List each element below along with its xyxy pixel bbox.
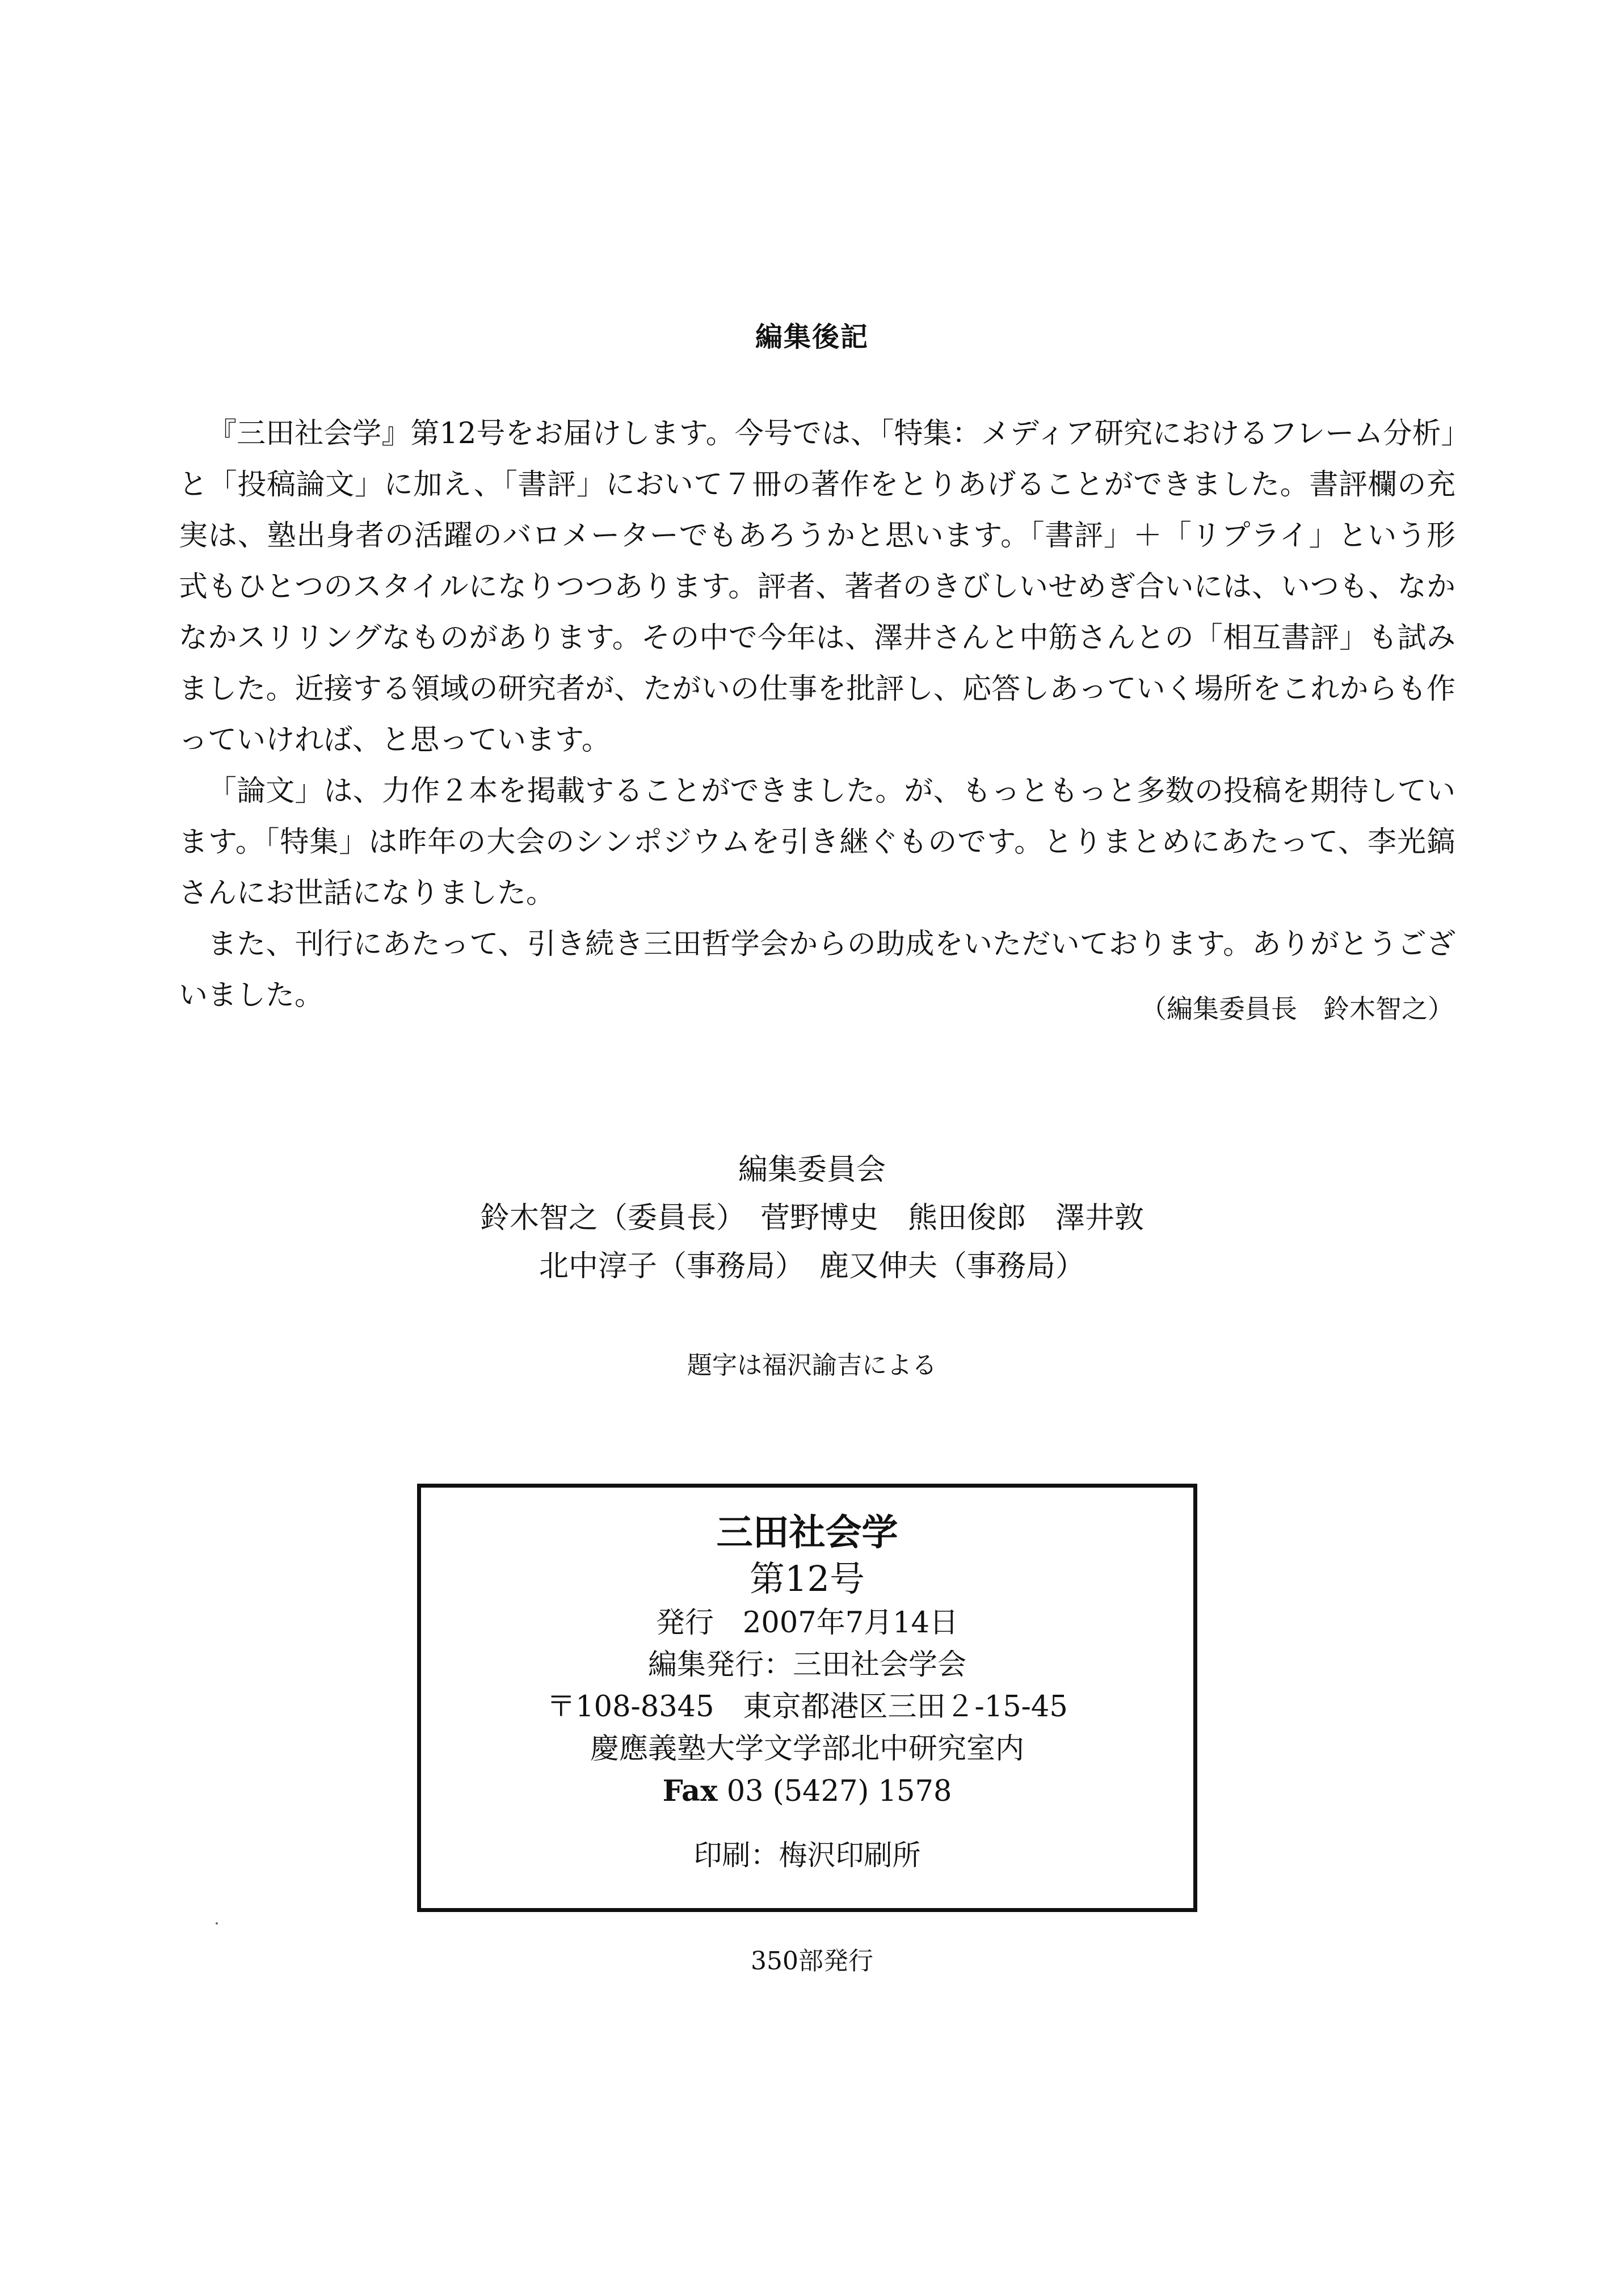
printer: 印刷：梅沢印刷所 [693,1839,921,1872]
office-location: 慶應義塾大学文学部北中研究室内 [590,1732,1024,1766]
issue-number: 第12号 [750,1558,865,1599]
committee-members-line1: 鈴木智之（委員長） 菅野博史 熊田俊郎 澤井敦 [479,1201,1144,1235]
scan-speck [216,1922,218,1925]
afterword-body [179,409,1455,1021]
fax-number: 03 (5427) 1578 [717,1775,952,1808]
committee-members-line2: 北中淳子（事務局） 鹿又伸夫（事務局） [538,1249,1085,1283]
postal-address: 〒108-8345 東京都港区三田２-15-45 [546,1690,1068,1724]
publication-date: 発行 2007年7月14日 [655,1606,959,1640]
committee-title: 編集委員会 [738,1153,886,1187]
paragraph: また、刊行にあたって、引き続き三田哲学会からの助成をいただいております。ありがとうございました。 [179,928,1455,1012]
editor-signature: （編集委員長 鈴木智之） [1141,993,1454,1024]
page-title: 編集後記 [755,321,869,353]
publisher: 編集発行：三田社会学会 [647,1648,966,1682]
paragraph: 『三田社会学』第12号をお届けします。今号では、「特集：メディア研究におけるフレーム分析」と「投稿論文」に加え、「書評」において７冊の著作をとりあげることができました。書評欄の充実は、塾出身者の活躍のバロメーターでもあろうかと思います。「書評」＋「リプライ」という形式もひとつのスタイルになりつつあります。評者、著者のきびしいせめぎ合いには、いつも、なかなかスリリングなものがあります。その中で今年は、澤井さんと中筋さんとの「相互書評」も試みました。近接する領域の研究者が、たがいの仕事を批評し、応答しあっていく場所をこれからも作っていければ、と思っています。 [179,417,1455,757]
editorial-committee [0,1146,1624,1291]
paragraph: 「論文」は、力作２本を掲載することができました。が、もっともっと多数の投稿を期待しています。「特集」は昨年の大会のシンポジウムを引き継ぐものです。とりまとめにあたって、李光鎬さんにお世話になりました。 [179,774,1455,910]
calligraphy-credit: 題字は福沢諭吉による [687,1351,937,1380]
colophon-box [417,1484,1197,1912]
journal-title: 三田社会学 [716,1512,898,1554]
fax-label: Fax [662,1774,718,1808]
fax-line [421,1770,1193,1813]
print-run: 350部発行 [751,1947,873,1976]
